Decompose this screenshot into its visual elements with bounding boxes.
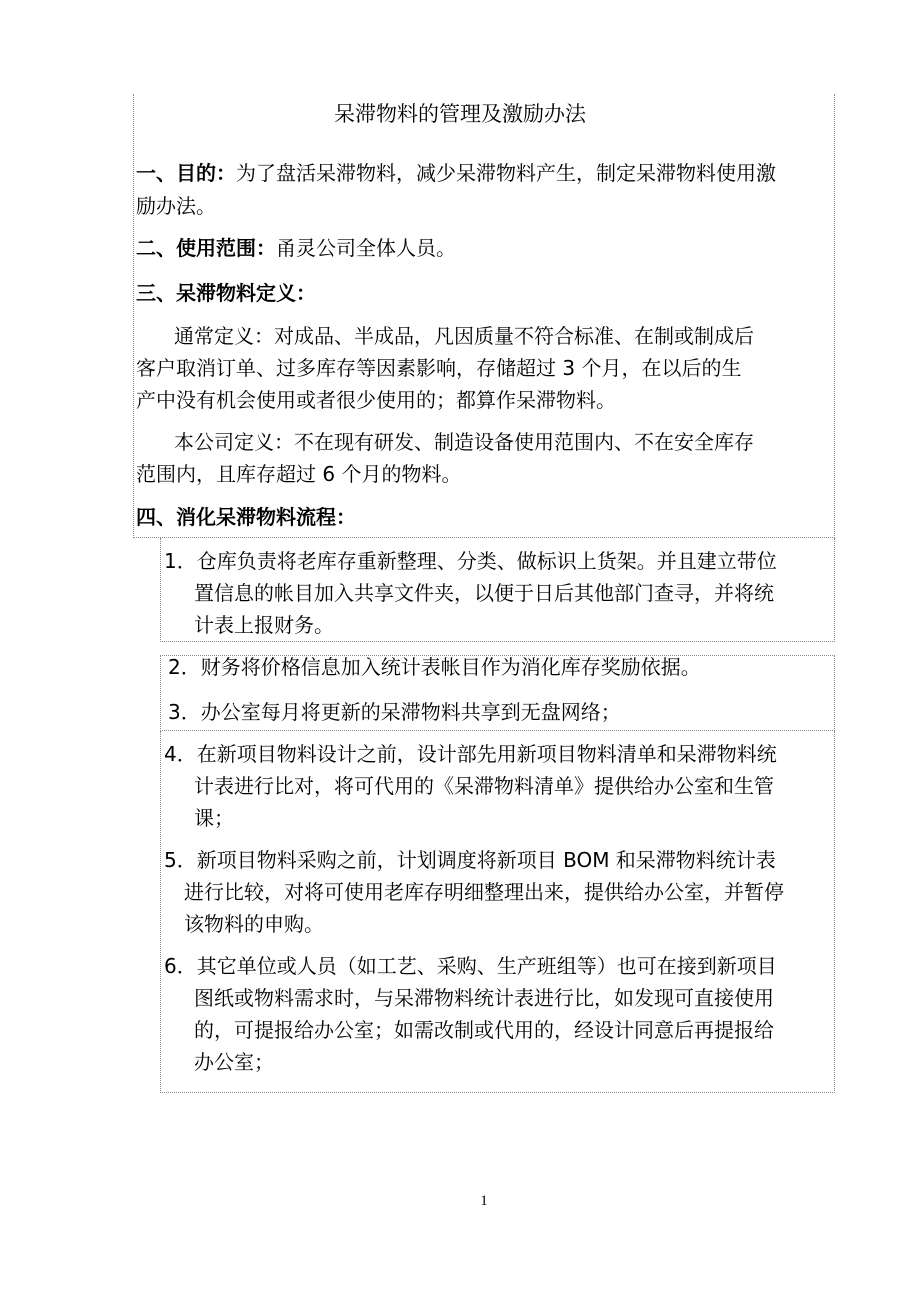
- section-2: [136, 238, 456, 258]
- list-item-5-line: 该物料的申购。: [184, 912, 324, 936]
- section-1-text: 为了盘活呆滞物料，减少呆滞物料产生，制定呆滞物料使用激: [236, 161, 776, 185]
- section-4-heading: 四、消化呆滞物料流程：: [136, 505, 356, 529]
- section-1-heading: 一、目的：: [136, 161, 236, 185]
- list-item-6-line: 的，可提报给办公室；如需改制或代用的，经设计同意后再提报给: [194, 1018, 774, 1042]
- list-item-6-line: 图纸或物料需求时，与呆滞物料统计表进行比，如发现可直接使用: [194, 986, 774, 1010]
- section-1: [136, 163, 776, 183]
- section-2-text: 甬灵公司全体人员。: [276, 236, 456, 260]
- list-item-4-line: 课；: [194, 806, 234, 830]
- list-item-1-line: 计表上报财务。: [194, 613, 334, 637]
- section-1-text-cont: 励办法。: [136, 194, 216, 218]
- document-title: 呆滞物料的管理及激励办法: [334, 102, 586, 126]
- list-item-6-line: 6．其它单位或人员（如工艺、采购、生产班组等）也可在接到新项目: [164, 954, 777, 978]
- list-item-1-line: 1．仓库负责将老库存重新整理、分类、做标识上货架。并且建立带位: [164, 549, 777, 573]
- list-item-4-line: 计表进行比对，将可代用的《呆滞物料清单》提供给办公室和生管: [194, 774, 774, 798]
- section-2-heading: 二、使用范围：: [136, 236, 276, 260]
- list-item-2: 2．财务将价格信息加入统计表帐目作为消化库存奖励依据。: [168, 655, 701, 679]
- list-item-6-line: 办公室；: [194, 1050, 274, 1074]
- section-3-p1-line: 客户取消订单、过多库存等因素影响，存储超过 3 个月，在以后的生: [136, 356, 742, 380]
- section-3-p1-line: 通常定义：对成品、半成品，凡因质量不符合标准、在制或制成后: [174, 324, 754, 348]
- list-item-1-line: 置信息的帐目加入共享文件夹，以便于日后其他部门查寻，并将统: [194, 581, 774, 605]
- section-3-p1-line: 产中没有机会使用或者很少使用的；都算作呆滞物料。: [136, 388, 616, 412]
- list-item-3: 3．办公室每月将更新的呆滞物料共享到无盘网络；: [168, 700, 621, 724]
- page-number: 1: [480, 1193, 488, 1209]
- section-3-p2-line: 范围内，且库存超过 6 个月的物料。: [136, 462, 462, 486]
- section-3-p2-line: 本公司定义：不在现有研发、制造设备使用范围内、不在安全库存: [174, 430, 754, 454]
- section-3-heading: 三、呆滞物料定义：: [136, 281, 316, 305]
- list-item-5-line: 进行比较，对将可使用老库存明细整理出来，提供给办公室，并暂停: [184, 880, 784, 904]
- list-item-5-line: 5．新项目物料采购之前，计划调度将新项目 BOM 和呆滞物料统计表: [164, 848, 776, 872]
- list-item-4-line: 4．在新项目物料设计之前，设计部先用新项目物料清单和呆滞物料统: [164, 742, 777, 766]
